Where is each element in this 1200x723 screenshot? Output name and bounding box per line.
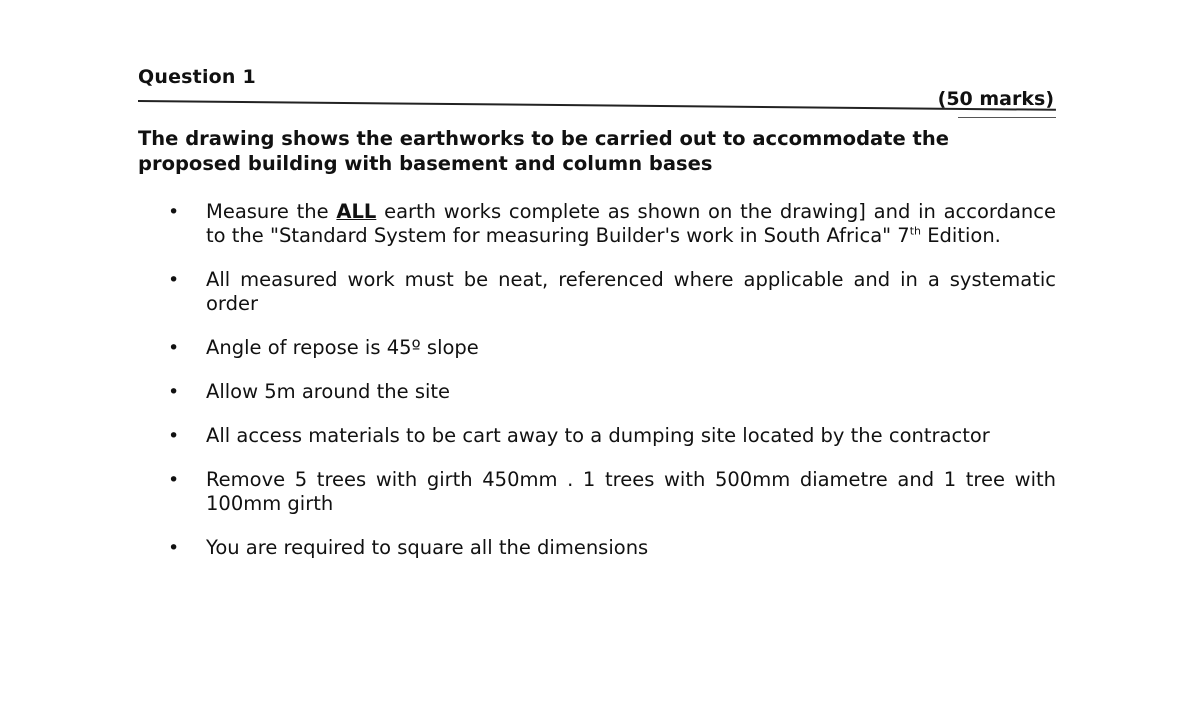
bullet-icon: • bbox=[168, 269, 180, 291]
title-underline bbox=[138, 100, 1056, 111]
requirement-text-pre: Measure the bbox=[206, 200, 337, 223]
requirement-item bbox=[168, 424, 1056, 448]
requirement-emphasis: ALL bbox=[336, 200, 377, 223]
requirement-text: Remove 5 trees with girth 450mm . 1 trees with 500mm diametre and 1 tree with 100mm girth bbox=[206, 468, 1056, 515]
requirement-text: Angle of repose is 45º slope bbox=[206, 336, 479, 359]
bullet-icon: • bbox=[168, 469, 180, 491]
requirement-item bbox=[168, 200, 1056, 248]
marks-underline bbox=[958, 117, 1056, 118]
requirement-item bbox=[168, 336, 1056, 360]
question-intro: The drawing shows the earthworks to be carried out to accommodate the proposed building with basement and column bases bbox=[138, 127, 949, 175]
requirement-text-mid: earth works complete as shown on the drawing] and in accordance to the "Standard System for measuring Builder's work in South Africa" 7 bbox=[206, 200, 1056, 247]
requirement-item bbox=[168, 268, 1056, 316]
bullet-icon: • bbox=[168, 381, 180, 403]
requirement-text-post: Edition. bbox=[921, 224, 1001, 247]
requirement-text: You are required to square all the dimensions bbox=[206, 536, 649, 559]
requirement-item bbox=[168, 380, 1056, 404]
ordinal-suffix: th bbox=[909, 224, 922, 238]
requirement-item bbox=[168, 468, 1056, 516]
marks-label: (50 marks) bbox=[937, 88, 1054, 110]
bullet-icon: • bbox=[168, 537, 180, 559]
bullet-icon: • bbox=[168, 337, 180, 359]
bullet-icon: • bbox=[168, 201, 180, 223]
requirement-text: All access materials to be cart away to a dumping site located by the contractor bbox=[206, 424, 990, 447]
requirement-text: Allow 5m around the site bbox=[206, 380, 451, 403]
requirements-list bbox=[168, 200, 1056, 580]
requirement-item bbox=[168, 536, 1056, 560]
requirement-text: All measured work must be neat, referenced where applicable and in a systematic order bbox=[206, 268, 1056, 315]
bullet-icon: • bbox=[168, 425, 180, 447]
question-title: Question 1 bbox=[138, 66, 256, 88]
